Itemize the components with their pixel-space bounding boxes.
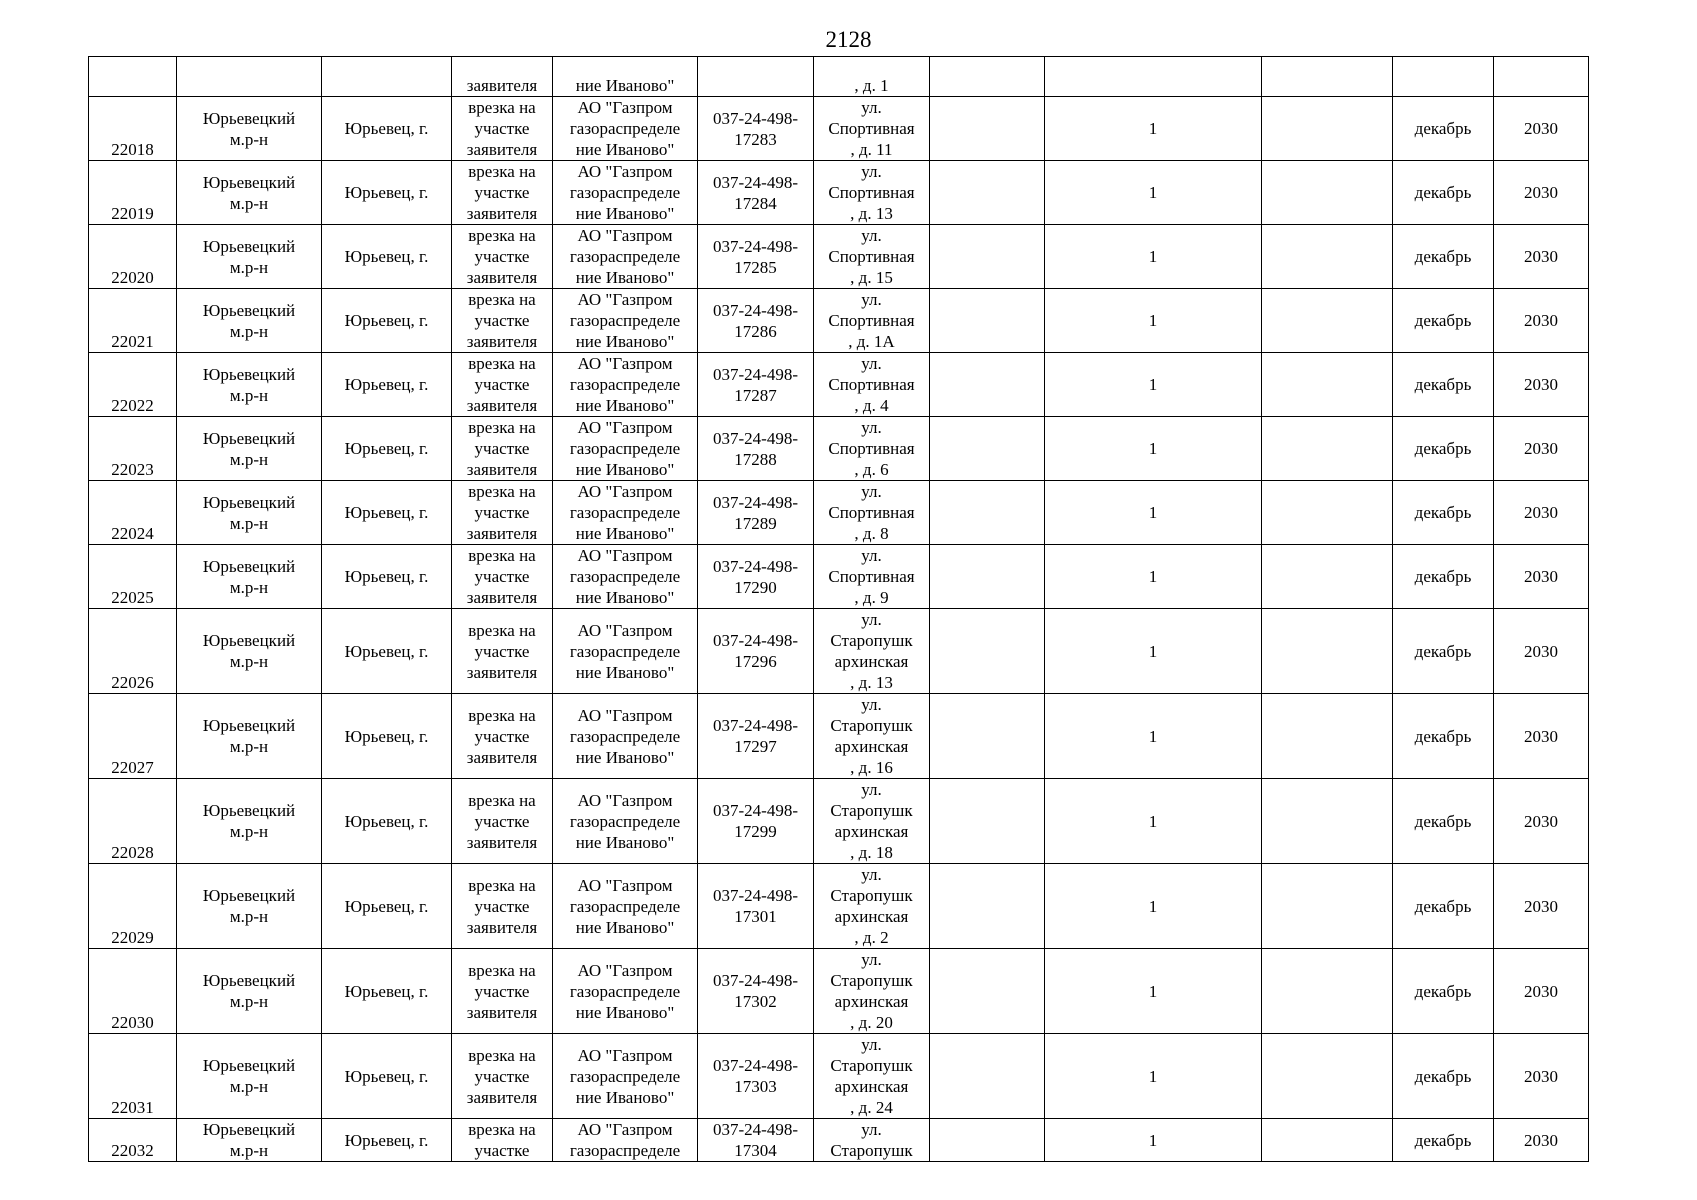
cell-empty (1262, 949, 1393, 1034)
cell-count: 1 (1045, 481, 1262, 545)
cell-year: 2030 (1494, 225, 1589, 289)
cell-number: 22029 (89, 864, 177, 949)
cell-address: ул. Спортивная , д. 8 (814, 481, 930, 545)
cell-organization: ние Иваново" (553, 57, 698, 97)
cell-method: врезка на участке заявителя (452, 353, 553, 417)
cell-city: Юрьевец, г. (322, 609, 452, 694)
cell-year: 2030 (1494, 97, 1589, 161)
cell-address: ул. Старопушк архинская , д. 20 (814, 949, 930, 1034)
cell-year: 2030 (1494, 949, 1589, 1034)
cell-empty (1262, 353, 1393, 417)
cell-code: 037-24-498- 17285 (698, 225, 814, 289)
cell-address: ул. Старопушк архинская , д. 13 (814, 609, 930, 694)
cell-month: декабрь (1393, 417, 1494, 481)
cell-year: 2030 (1494, 353, 1589, 417)
cell-number: 22021 (89, 289, 177, 353)
cell-code: 037-24-498- 17296 (698, 609, 814, 694)
cell-city: Юрьевец, г. (322, 864, 452, 949)
cell-district: Юрьевецкий м.р-н (177, 779, 322, 864)
cell-address: ул. Спортивная , д. 15 (814, 225, 930, 289)
cell-count: 1 (1045, 289, 1262, 353)
cell-district: Юрьевецкий м.р-н (177, 481, 322, 545)
table-row (89, 417, 1589, 481)
cell-month: декабрь (1393, 225, 1494, 289)
cell-number: 22028 (89, 779, 177, 864)
cell-organization: АО "Газпром газораспределе ние Иваново" (553, 694, 698, 779)
cell-number: 22020 (89, 225, 177, 289)
cell-number: 22030 (89, 949, 177, 1034)
cell-month: декабрь (1393, 694, 1494, 779)
cell-organization: АО "Газпром газораспределе ние Иваново" (553, 609, 698, 694)
cell-city: Юрьевец, г. (322, 545, 452, 609)
cell-method: врезка на участке заявителя (452, 97, 553, 161)
cell-organization: АО "Газпром газораспределе ние Иваново" (553, 289, 698, 353)
cell-method: врезка на участке заявителя (452, 225, 553, 289)
cell-number: 22018 (89, 97, 177, 161)
cell-empty (1262, 57, 1393, 97)
cell-organization: АО "Газпром газораспределе ние Иваново" (553, 353, 698, 417)
table-row (89, 1034, 1589, 1119)
cell-empty (1262, 864, 1393, 949)
cell-count: 1 (1045, 864, 1262, 949)
cell-empty (930, 97, 1045, 161)
cell-month: декабрь (1393, 864, 1494, 949)
cell-address: ул. Старопушк архинская , д. 24 (814, 1034, 930, 1119)
cell-count: 1 (1045, 353, 1262, 417)
cell-number: 22024 (89, 481, 177, 545)
cell-organization: АО "Газпром газораспределе ние Иваново" (553, 779, 698, 864)
cell-method: врезка на участке заявителя (452, 545, 553, 609)
cell-month: декабрь (1393, 481, 1494, 545)
table-row (89, 1119, 1589, 1162)
cell-city: Юрьевец, г. (322, 1119, 452, 1162)
cell-month: декабрь (1393, 289, 1494, 353)
cell-empty (930, 225, 1045, 289)
cell-address: ул. Спортивная , д. 6 (814, 417, 930, 481)
cell-year: 2030 (1494, 289, 1589, 353)
cell-organization: АО "Газпром газораспределе ние Иваново" (553, 1034, 698, 1119)
cell-address: ул. Старопушк архинская , д. 2 (814, 864, 930, 949)
cell-count: 1 (1045, 949, 1262, 1034)
cell-number: 22019 (89, 161, 177, 225)
cell-number: 22031 (89, 1034, 177, 1119)
cell-month: декабрь (1393, 97, 1494, 161)
cell-method: врезка на участке заявителя (452, 289, 553, 353)
cell-address: ул. Старопушк архинская , д. 18 (814, 779, 930, 864)
cell-year: 2030 (1494, 161, 1589, 225)
cell-district: Юрьевецкий м.р-н (177, 1119, 322, 1162)
gas-connection-table (88, 56, 1589, 1162)
cell-month: декабрь (1393, 545, 1494, 609)
cell-city: Юрьевец, г. (322, 289, 452, 353)
cell-empty (1262, 779, 1393, 864)
cell-empty (1262, 161, 1393, 225)
cell-empty (1262, 481, 1393, 545)
cell-empty (1262, 417, 1393, 481)
cell-empty (930, 545, 1045, 609)
cell-district: Юрьевецкий м.р-н (177, 694, 322, 779)
cell-method: врезка на участке заявителя (452, 417, 553, 481)
cell-empty (930, 864, 1045, 949)
cell-code: 037-24-498- 17297 (698, 694, 814, 779)
cell-city (322, 57, 452, 97)
cell-number: 22026 (89, 609, 177, 694)
cell-empty (930, 1034, 1045, 1119)
cell-year: 2030 (1494, 1119, 1589, 1162)
cell-number: 22025 (89, 545, 177, 609)
cell-address: ул. Спортивная , д. 11 (814, 97, 930, 161)
cell-address: ул. Старопушк (814, 1119, 930, 1162)
table-row (89, 779, 1589, 864)
cell-empty (930, 949, 1045, 1034)
table-row (89, 949, 1589, 1034)
cell-number (89, 57, 177, 97)
cell-address: ул. Спортивная , д. 13 (814, 161, 930, 225)
cell-district: Юрьевецкий м.р-н (177, 161, 322, 225)
cell-code: 037-24-498- 17299 (698, 779, 814, 864)
cell-district: Юрьевецкий м.р-н (177, 864, 322, 949)
cell-code: 037-24-498- 17287 (698, 353, 814, 417)
cell-count: 1 (1045, 694, 1262, 779)
cell-code: 037-24-498- 17286 (698, 289, 814, 353)
cell-method: врезка на участке заявителя (452, 864, 553, 949)
table-body (89, 57, 1589, 1162)
cell-count: 1 (1045, 161, 1262, 225)
table-row (89, 97, 1589, 161)
cell-district: Юрьевецкий м.р-н (177, 97, 322, 161)
cell-count: 1 (1045, 225, 1262, 289)
cell-year: 2030 (1494, 545, 1589, 609)
cell-address: ул. Спортивная , д. 9 (814, 545, 930, 609)
cell-count: 1 (1045, 97, 1262, 161)
cell-method: врезка на участке (452, 1119, 553, 1162)
cell-number: 22022 (89, 353, 177, 417)
cell-district: Юрьевецкий м.р-н (177, 949, 322, 1034)
cell-code: 037-24-498- 17301 (698, 864, 814, 949)
table-row (89, 545, 1589, 609)
cell-method: врезка на участке заявителя (452, 949, 553, 1034)
table-row (89, 864, 1589, 949)
cell-organization: АО "Газпром газораспределе ние Иваново" (553, 864, 698, 949)
cell-method: врезка на участке заявителя (452, 161, 553, 225)
cell-year: 2030 (1494, 481, 1589, 545)
cell-count: 1 (1045, 609, 1262, 694)
cell-city: Юрьевец, г. (322, 353, 452, 417)
cell-method: врезка на участке заявителя (452, 779, 553, 864)
table-row (89, 289, 1589, 353)
cell-year (1494, 57, 1589, 97)
cell-organization: АО "Газпром газораспределе ние Иваново" (553, 225, 698, 289)
cell-organization: АО "Газпром газораспределе ние Иваново" (553, 161, 698, 225)
cell-address: , д. 1 (814, 57, 930, 97)
cell-empty (930, 779, 1045, 864)
cell-code: 037-24-498- 17284 (698, 161, 814, 225)
table-row (89, 161, 1589, 225)
cell-year: 2030 (1494, 779, 1589, 864)
cell-address: ул. Спортивная , д. 4 (814, 353, 930, 417)
cell-count: 1 (1045, 1034, 1262, 1119)
cell-district: Юрьевецкий м.р-н (177, 225, 322, 289)
cell-method: врезка на участке заявителя (452, 694, 553, 779)
cell-code: 037-24-498- 17290 (698, 545, 814, 609)
cell-month: декабрь (1393, 1034, 1494, 1119)
cell-empty (1262, 545, 1393, 609)
cell-number: 22023 (89, 417, 177, 481)
cell-empty (930, 289, 1045, 353)
cell-method: заявителя (452, 57, 553, 97)
cell-district: Юрьевецкий м.р-н (177, 609, 322, 694)
cell-count (1045, 57, 1262, 97)
cell-organization: АО "Газпром газораспределе ние Иваново" (553, 949, 698, 1034)
cell-organization: АО "Газпром газораспределе ние Иваново" (553, 97, 698, 161)
cell-month: декабрь (1393, 609, 1494, 694)
cell-method: врезка на участке заявителя (452, 481, 553, 545)
cell-empty (930, 481, 1045, 545)
cell-count: 1 (1045, 417, 1262, 481)
cell-number: 22027 (89, 694, 177, 779)
cell-empty (930, 1119, 1045, 1162)
cell-year: 2030 (1494, 1034, 1589, 1119)
table-row (89, 694, 1589, 779)
cell-count: 1 (1045, 1119, 1262, 1162)
cell-city: Юрьевец, г. (322, 481, 452, 545)
cell-code: 037-24-498- 17283 (698, 97, 814, 161)
table-row (89, 609, 1589, 694)
cell-number: 22032 (89, 1119, 177, 1162)
cell-city: Юрьевец, г. (322, 694, 452, 779)
cell-code: 037-24-498- 17303 (698, 1034, 814, 1119)
cell-district (177, 57, 322, 97)
cell-organization: АО "Газпром газораспределе ние Иваново" (553, 545, 698, 609)
cell-empty (1262, 225, 1393, 289)
cell-year: 2030 (1494, 609, 1589, 694)
cell-empty (1262, 289, 1393, 353)
table-row (89, 353, 1589, 417)
cell-organization: АО "Газпром газораспределе ние Иваново" (553, 417, 698, 481)
cell-method: врезка на участке заявителя (452, 609, 553, 694)
table-row (89, 481, 1589, 545)
cell-empty (930, 694, 1045, 779)
cell-organization: АО "Газпром газораспределе (553, 1119, 698, 1162)
cell-month (1393, 57, 1494, 97)
cell-month: декабрь (1393, 949, 1494, 1034)
cell-empty (1262, 694, 1393, 779)
cell-empty (1262, 1119, 1393, 1162)
cell-city: Юрьевец, г. (322, 949, 452, 1034)
cell-code: 037-24-498- 17289 (698, 481, 814, 545)
cell-year: 2030 (1494, 864, 1589, 949)
cell-month: декабрь (1393, 779, 1494, 864)
cell-method: врезка на участке заявителя (452, 1034, 553, 1119)
cell-empty (930, 57, 1045, 97)
cell-city: Юрьевец, г. (322, 225, 452, 289)
table-row-continued (89, 57, 1589, 97)
cell-code: 037-24-498- 17304 (698, 1119, 814, 1162)
cell-city: Юрьевец, г. (322, 1034, 452, 1119)
cell-empty (930, 417, 1045, 481)
cell-district: Юрьевецкий м.р-н (177, 545, 322, 609)
cell-code (698, 57, 814, 97)
cell-city: Юрьевец, г. (322, 161, 452, 225)
cell-district: Юрьевецкий м.р-н (177, 289, 322, 353)
cell-month: декабрь (1393, 1119, 1494, 1162)
cell-address: ул. Спортивная , д. 1А (814, 289, 930, 353)
cell-city: Юрьевец, г. (322, 417, 452, 481)
cell-empty (930, 161, 1045, 225)
cell-month: декабрь (1393, 161, 1494, 225)
cell-empty (930, 353, 1045, 417)
cell-address: ул. Старопушк архинская , д. 16 (814, 694, 930, 779)
cell-district: Юрьевецкий м.р-н (177, 1034, 322, 1119)
cell-code: 037-24-498- 17288 (698, 417, 814, 481)
cell-year: 2030 (1494, 417, 1589, 481)
cell-code: 037-24-498- 17302 (698, 949, 814, 1034)
cell-empty (930, 609, 1045, 694)
table-row (89, 225, 1589, 289)
cell-city: Юрьевец, г. (322, 97, 452, 161)
cell-empty (1262, 609, 1393, 694)
cell-district: Юрьевецкий м.р-н (177, 417, 322, 481)
cell-month: декабрь (1393, 353, 1494, 417)
cell-district: Юрьевецкий м.р-н (177, 353, 322, 417)
cell-empty (1262, 97, 1393, 161)
cell-city: Юрьевец, г. (322, 779, 452, 864)
cell-year: 2030 (1494, 694, 1589, 779)
cell-organization: АО "Газпром газораспределе ние Иваново" (553, 481, 698, 545)
cell-count: 1 (1045, 545, 1262, 609)
cell-count: 1 (1045, 779, 1262, 864)
cell-empty (1262, 1034, 1393, 1119)
page-number: 2128 (825, 27, 872, 52)
